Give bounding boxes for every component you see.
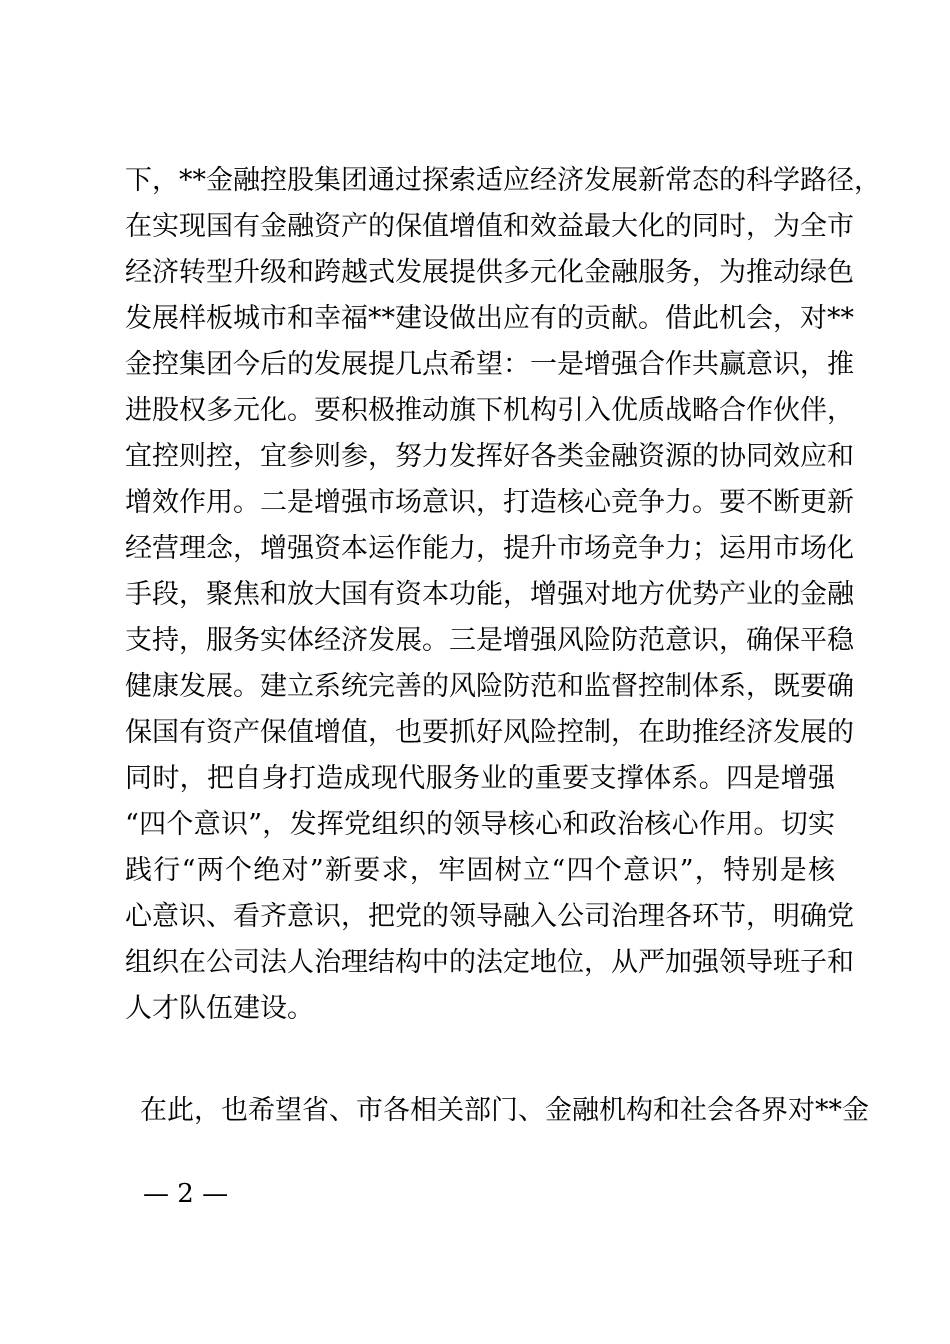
- text-line: 践行“两个绝对”新要求，牢固树立“四个意识”，特别是核: [125, 855, 835, 886]
- text-line: 在实现国有金融资产的保值增值和效益最大化的同时，为全市: [125, 211, 854, 242]
- text-line: 健康发展。建立系统完善的风险防范和监督控制体系，既要确: [125, 671, 854, 702]
- text-line: 进股权多元化。要积极推动旗下机构引入优质战略合作伙伴，: [125, 395, 854, 426]
- text-line: 下，**金融控股集团通过探索适应经济发展新常态的科学路径，: [125, 165, 881, 196]
- text-line: 经济转型升级和跨越式发展提供多元化金融服务，为推动绿色: [125, 257, 854, 288]
- text-line: 心意识、看齐意识，把党的领导融入公司治理各环节，明确党: [125, 901, 854, 932]
- text-line: 增效作用。二是增强市场意识，打造核心竞争力。要不断更新: [125, 487, 854, 518]
- text-line: 金控集团今后的发展提几点希望：一是增强合作共赢意识，推: [125, 349, 854, 380]
- text-line: 支持，服务实体经济发展。三是增强风险防范意识，确保平稳: [125, 625, 854, 656]
- text-line: 发展样板城市和幸福**建设做出应有的贡献。借此机会，对**: [125, 303, 854, 334]
- text-line: “四个意识”，发挥党组织的领导核心和政治核心作用。切实: [125, 809, 835, 840]
- text-line: 在此，也希望省、市各相关部门、金融机构和社会各界对**金: [140, 1095, 869, 1126]
- text-line: 组织在公司法人治理结构中的法定地位，从严加强领导班子和: [125, 947, 854, 978]
- text-line: 人才队伍建设。: [125, 993, 314, 1024]
- text-line: 宜控则控，宜参则参，努力发挥好各类金融资源的协同效应和: [125, 441, 854, 472]
- text-line: 手段，聚焦和放大国有资本功能，增强对地方优势产业的金融: [125, 579, 854, 610]
- text-line: 经营理念，增强资本运作能力，提升市场竞争力；运用市场化: [125, 533, 854, 564]
- page-number: — 2 —: [143, 1179, 229, 1209]
- text-line: 保国有资产保值增值，也要抓好风险控制，在助推经济发展的: [125, 717, 854, 748]
- text-line: 同时，把自身打造成现代服务业的重要支撑体系。四是增强: [125, 763, 835, 794]
